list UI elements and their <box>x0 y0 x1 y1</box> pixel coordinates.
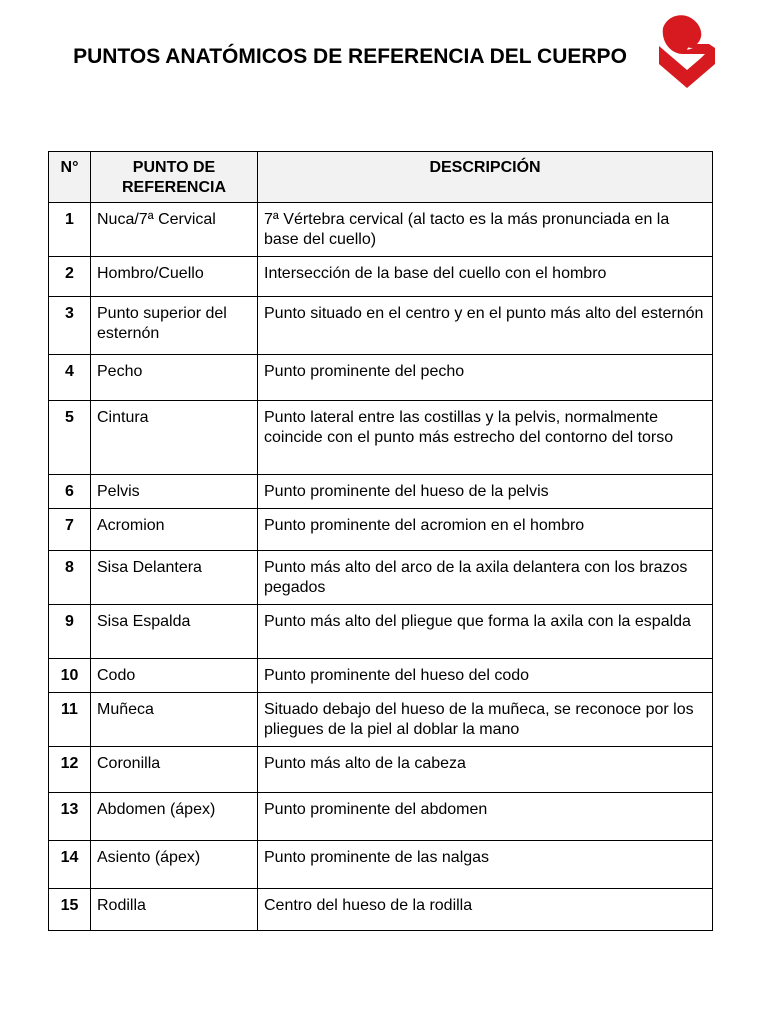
table-row <box>49 551 713 605</box>
row-description: Centro del hueso de la rodilla <box>258 889 713 931</box>
table-row <box>49 605 713 659</box>
table-row <box>49 475 713 509</box>
row-point: Abdomen (ápex) <box>91 793 258 841</box>
row-description: Punto situado en el centro y en el punto más alto del esternón <box>258 297 713 355</box>
table-row <box>49 841 713 889</box>
row-description: Situado debajo del hueso de la muñeca, se reconoce por los pliegues de la piel al doblar la mano <box>258 693 713 747</box>
row-description: Punto prominente del hueso de la pelvis <box>258 475 713 509</box>
row-point: Acromion <box>91 509 258 551</box>
row-description: Punto prominente del abdomen <box>258 793 713 841</box>
row-number: 5 <box>49 401 91 475</box>
header-number: N° <box>49 152 91 203</box>
row-number: 6 <box>49 475 91 509</box>
header-description: DESCRIPCIÓN <box>258 152 713 203</box>
row-point: Codo <box>91 659 258 693</box>
row-point: Coronilla <box>91 747 258 793</box>
row-point: Hombro/Cuello <box>91 257 258 297</box>
row-description: Punto prominente del pecho <box>258 355 713 401</box>
row-point: Sisa Espalda <box>91 605 258 659</box>
logo <box>657 14 721 98</box>
table-row <box>49 793 713 841</box>
row-point: Punto superior del esternón <box>91 297 258 355</box>
table-row <box>49 747 713 793</box>
row-description: Punto prominente de las nalgas <box>258 841 713 889</box>
row-number: 2 <box>49 257 91 297</box>
table-row <box>49 509 713 551</box>
table-row <box>49 693 713 747</box>
row-number: 10 <box>49 659 91 693</box>
header-point: PUNTO DE REFERENCIA <box>91 152 258 203</box>
logo-mark <box>659 15 715 88</box>
row-point: Cintura <box>91 401 258 475</box>
row-description: Punto más alto de la cabeza <box>258 747 713 793</box>
table-row <box>49 355 713 401</box>
row-point: Pecho <box>91 355 258 401</box>
row-description: Punto prominente del hueso del codo <box>258 659 713 693</box>
row-description: 7ª Vértebra cervical (al tacto es la más pronunciada en la base del cuello) <box>258 203 713 257</box>
row-point: Asiento (ápex) <box>91 841 258 889</box>
row-number: 8 <box>49 551 91 605</box>
table-row <box>49 889 713 931</box>
row-description: Punto más alto del pliegue que forma la axila con la espalda <box>258 605 713 659</box>
table-row <box>49 203 713 257</box>
row-number: 9 <box>49 605 91 659</box>
page-title: PUNTOS ANATÓMICOS DE REFERENCIA DEL CUERPO <box>73 45 627 68</box>
row-number: 15 <box>49 889 91 931</box>
row-description: Punto más alto del arco de la axila delantera con los brazos pegados <box>258 551 713 605</box>
row-number: 3 <box>49 297 91 355</box>
row-number: 13 <box>49 793 91 841</box>
row-number: 7 <box>49 509 91 551</box>
row-point: Pelvis <box>91 475 258 509</box>
reference-points-table <box>48 151 713 931</box>
table-row <box>49 659 713 693</box>
row-point: Muñeca <box>91 693 258 747</box>
table-row <box>49 401 713 475</box>
table-header-row <box>49 152 713 203</box>
row-point: Nuca/7ª Cervical <box>91 203 258 257</box>
row-number: 14 <box>49 841 91 889</box>
row-description: Intersección de la base del cuello con el hombro <box>258 257 713 297</box>
table-row <box>49 257 713 297</box>
row-description: Punto prominente del acromion en el hombro <box>258 509 713 551</box>
row-number: 11 <box>49 693 91 747</box>
row-number: 1 <box>49 203 91 257</box>
row-point: Sisa Delantera <box>91 551 258 605</box>
row-description: Punto lateral entre las costillas y la pelvis, normalmente coincide con el punto más estrecho del contorno del torso <box>258 401 713 475</box>
row-point: Rodilla <box>91 889 258 931</box>
row-number: 12 <box>49 747 91 793</box>
row-number: 4 <box>49 355 91 401</box>
table-row <box>49 297 713 355</box>
